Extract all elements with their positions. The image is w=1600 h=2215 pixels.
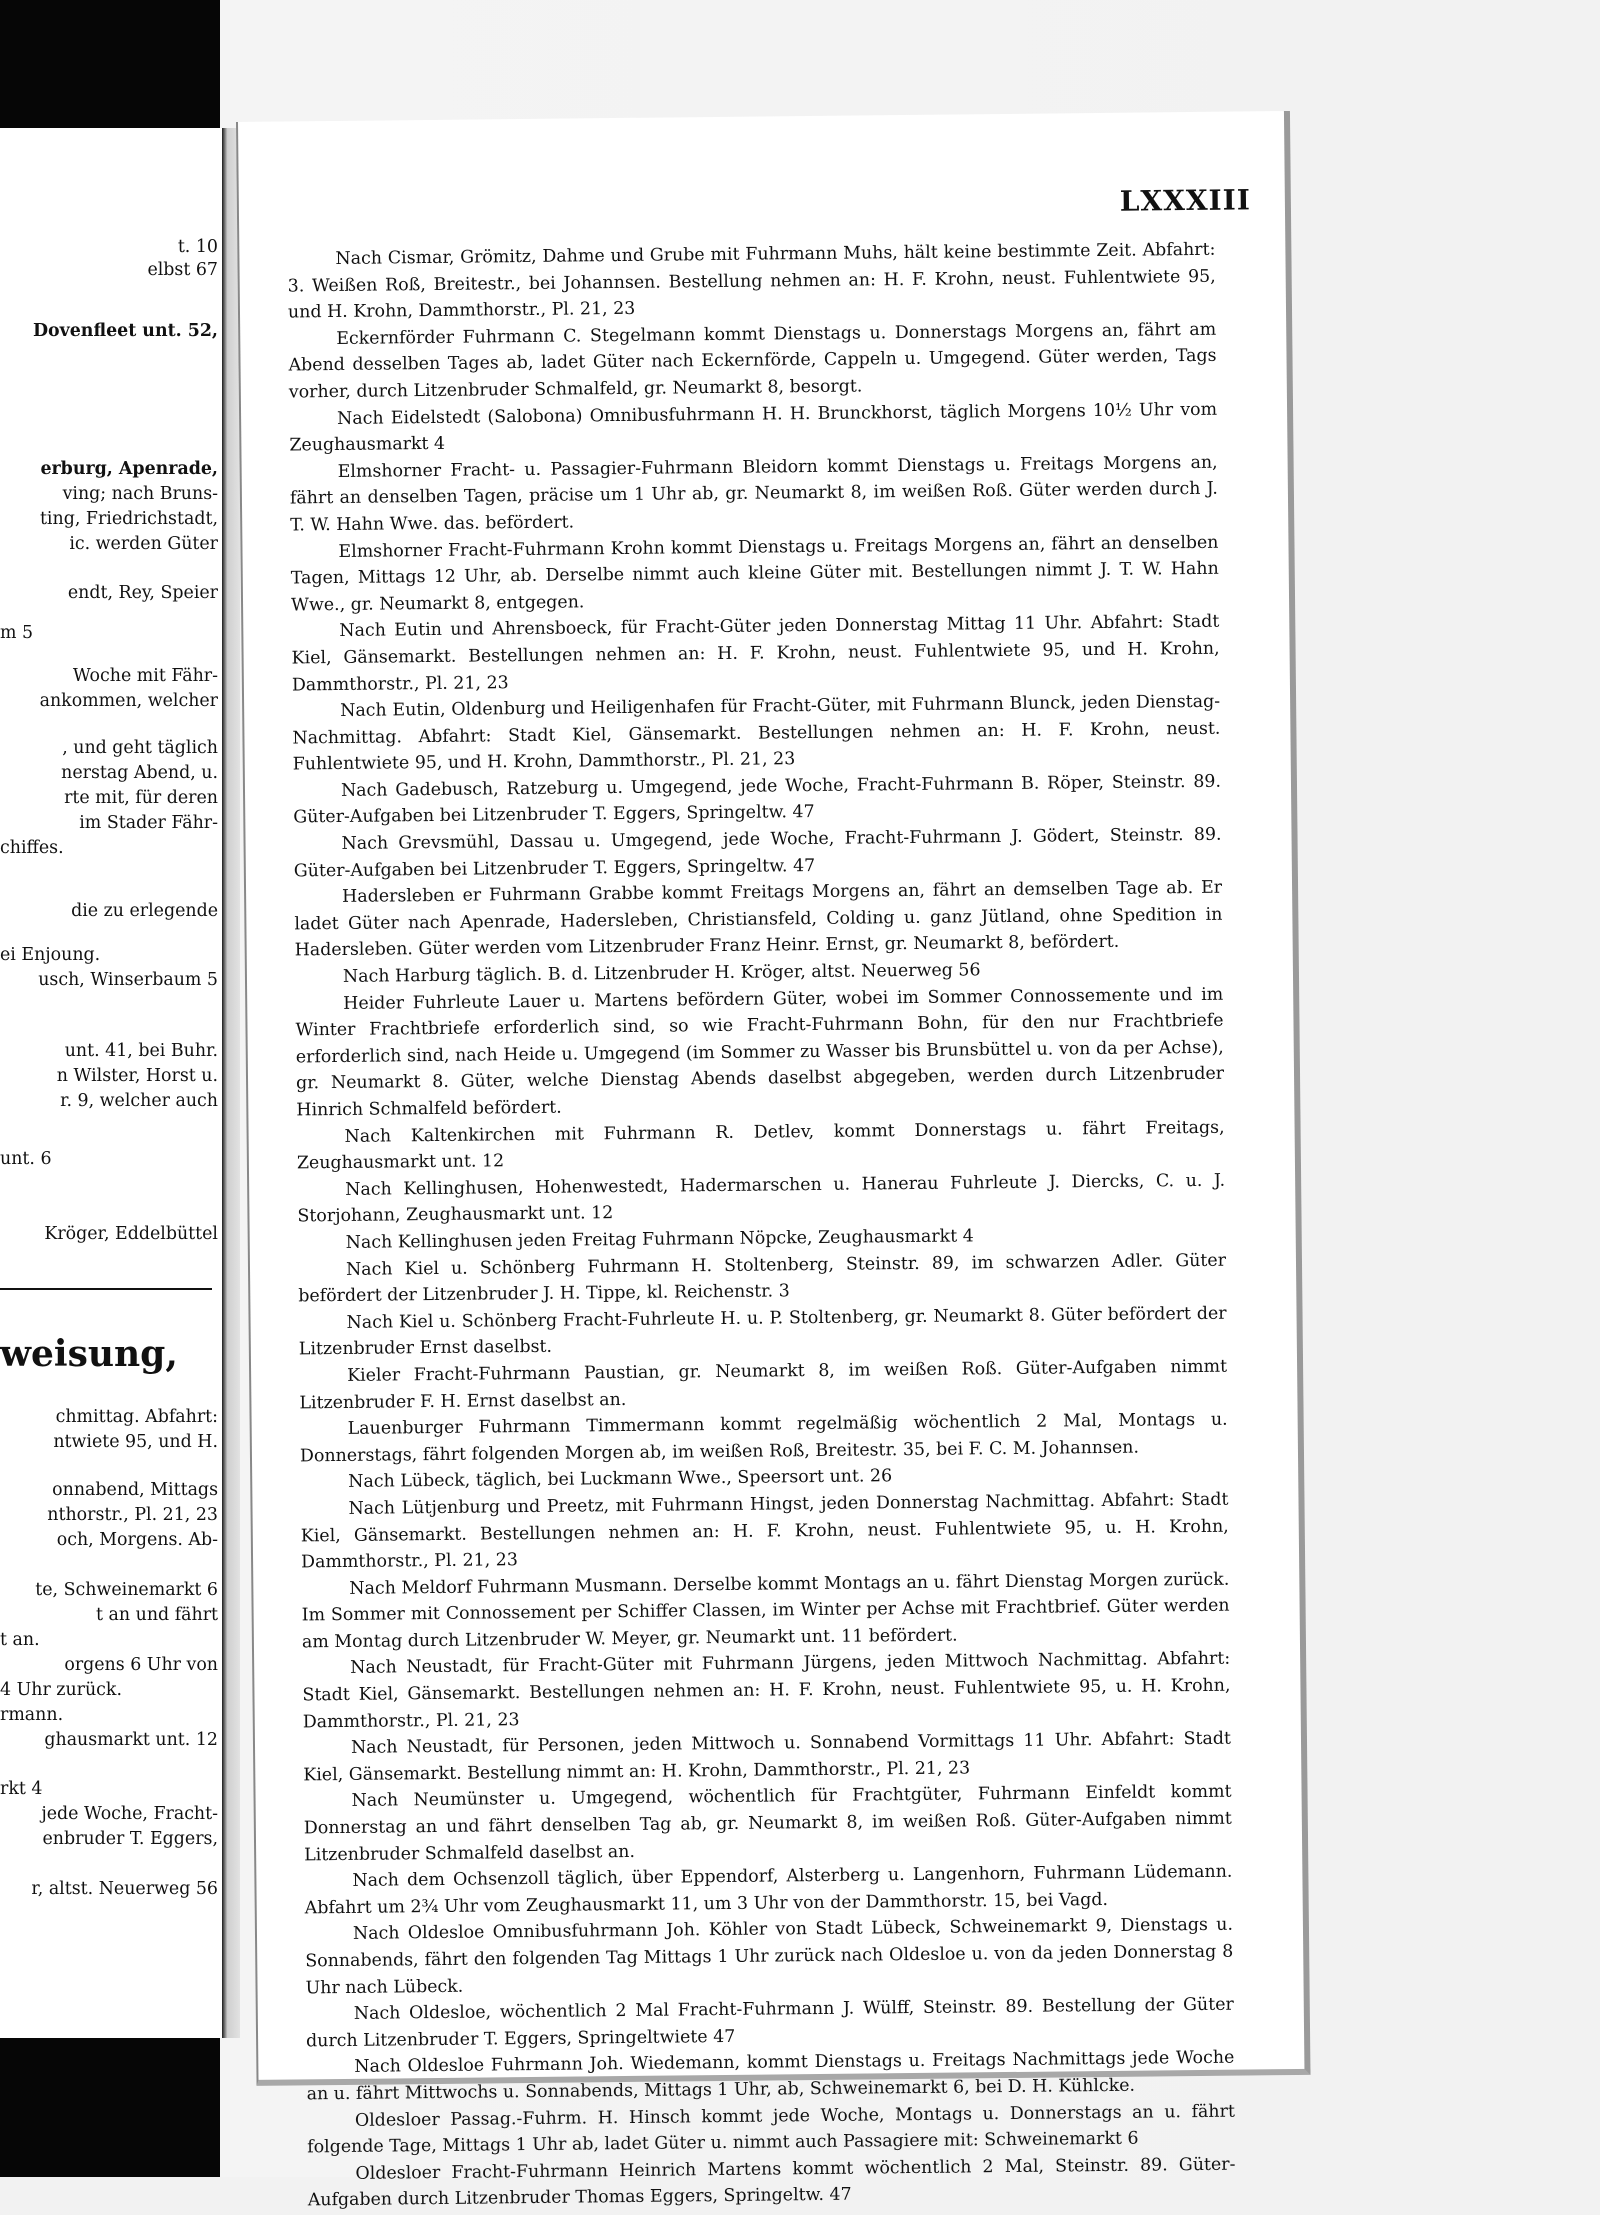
left-line: nerstag Abend, u. <box>61 763 218 783</box>
directory-entry: Nach Eidelstedt (Salobona) Omnibusfuhrmann H. H. Brunckhorst, täglich Morgens 10½ Uhr vom Zeughausmarkt 4 <box>289 399 1218 456</box>
directory-entry: Nach Lütjenburg und Preetz, mit Fuhrmann Hingst, jeden Donnerstag Nachmittag. Abfahrt: Stadt Kiel, Gänsemarkt. Bestellungen nehmen an: H. F. Krohn, neust. Fuhlentwiete 95, u. H. Krohn, Dammthorstr., Pl. 21, 23 <box>300 1489 1229 1573</box>
left-line: rte mit, für deren <box>64 788 218 808</box>
right-page <box>236 111 1311 2211</box>
directory-entry: Oldesloer Fracht-Fuhrmann Heinrich Martens kommt wöchentlich 2 Mal, Steinstr. 89. Güter-Aufgaben durch Litzenbruder Thomas Eggers, Springeltw. 47 <box>307 2154 1236 2211</box>
left-line: rmann. <box>0 1705 64 1725</box>
left-line: 4 Uhr zurück. <box>0 1680 122 1700</box>
directory-entry: Nach Harburg täglich. B. d. Litzenbruder H. Kröger, altst. Neuerweg 56 <box>342 960 981 987</box>
directory-entry: Nach Eutin, Oldenburg und Heiligenhafen für Fracht-Güter, mit Fuhrmann Blunck, jeden Dienstag-Nachmittag. Abfahrt: Stadt Kiel, Gänsemarkt. Bestellungen nehmen an: H. F. Krohn, neust. Fuhlentwiete 95, und H. Krohn, Dammthorstr., Pl. 21, 23 <box>292 691 1221 775</box>
directory-entry: Nach Eutin und Ahrensboeck, für Fracht-Güter jeden Donnerstag Mittag 11 Uhr. Abfahrt: Stadt Kiel, Gänsemarkt. Bestellungen nehmen an: H. F. Krohn, neust. Fuhlentwiete 95, und H. Krohn, Dammthorstr., Pl. 21, 23 <box>291 612 1220 695</box>
directory-entry: Nach Grevsmühl, Dassau u. Umgegend, jede Woche, Fracht-Fuhrmann J. Gödert, Steinstr. 89. Güter-Aufgaben bei Litzenbruder T. Eggers, Springeltw. 47 <box>293 824 1222 882</box>
left-line: ving; nach Bruns- <box>62 484 218 504</box>
left-line: ei Enjoung. <box>0 945 101 965</box>
directory-entry: Nach Lübeck, täglich, bei Luckmann Wwe., Speersort unt. 26 <box>348 1466 893 1493</box>
left-line: unt. 41, bei Buhr. <box>64 1041 218 1061</box>
left-line: m 5 <box>0 623 34 643</box>
left-line: t an. <box>0 1630 40 1650</box>
left-line: n Wilster, Horst u. <box>56 1066 218 1086</box>
directory-entry: Nach Kaltenkirchen mit Fuhrmann R. Detlev, kommt Donnerstags u. fährt Freitags, Zeughausmarkt unt. 12 <box>296 1117 1225 1174</box>
left-divider-rule <box>0 1288 212 1290</box>
directory-entry: Elmshorner Fracht- u. Passagier-Fuhrmann Bleidorn kommt Dienstags u. Freitags Morgens an, fährt an denselben Tagen, präcise um 1 Uhr ab, gr. Neumarkt 8, im weißen Roß. Güter werden durch J. T. W. Hahn Wwe. das. befördert. <box>289 452 1219 536</box>
page-number: LXXXIII <box>1119 183 1252 218</box>
left-line: t an und fährt <box>96 1605 218 1625</box>
left-line: ic. werden Güter <box>69 534 218 554</box>
directory-entry: Heider Fuhrleute Lauer u. Martens befördern Güter, wobei im Sommer Connossemente und im Winter Frachtbriefe erforderlich sind, so wie Fracht-Fuhrmann Bohn, für den nur Frachtbriefe erforderlich sind, nach Heide u. Umgegend (im Sommer zu Wasser bis Brunsbüttel u. von da per Achse), gr. Neumarkt 8. Güter, welche Dienstag Abends daselbst abgegeben, werden durch Litzenbruder Hinrich Schmalfeld befördert. <box>295 984 1225 1121</box>
directory-entry: Oldesloer Passag.-Fuhrm. H. Hinsch kommt jede Woche, Montags u. Donnerstags an u. fährt folgende Tage, Mittags 1 Uhr ab, ladet Güter u. nimmt auch Passagiere mit: Schweinemarkt 6 <box>307 2101 1235 2158</box>
directory-entry: Nach Neustadt, für Fracht-Güter mit Fuhrmann Jürgens, jeden Mittwoch Nachmittag. Abfahrt: Stadt Kiel, Gänsemarkt. Bestellungen nehmen an: H. F. Krohn, neust. Fuhlentwiete 95, u. H. Krohn, Dammthorstr., Pl. 21, 23 <box>302 1649 1231 1733</box>
left-line: rkt 4 <box>0 1779 43 1799</box>
left-line: ankommen, welcher <box>39 691 218 711</box>
directory-entry: Eckernförder Fuhrmann C. Stegelmann kommt Dienstags u. Donnerstags Morgens an, fährt am Abend desselben Tages ab, ladet Güter nach Eckernförde, Cappeln u. Umgegend. Güter werden, Tags vorher, durch Litzenbruder Schmalfeld, gr. Neumarkt 8, besorgt. <box>288 319 1217 403</box>
directory-entry: Hadersleben er Fuhrmann Grabbe kommt Freitags Morgens an, fährt an demselben Tage ab. Er ladet Güter nach Apenrade, Hadersleben, Christiansfeld, Colding u. ganz Jütland, ohne Spedition in Hadersleben. Güter werden vom Litzenbruder Franz Heinr. Ernst, gr. Neumarkt 8, befördert. <box>294 877 1223 961</box>
left-line: orgens 6 Uhr von <box>64 1655 218 1675</box>
directory-entry: Nach Neustadt, für Personen, jeden Mittwoch u. Sonnabend Vormittags 11 Uhr. Abfahrt: Stadt Kiel, Gänsemarkt. Bestellung nimmt an: H. Krohn, Dammthorstr., Pl. 21, 23 <box>303 1728 1232 1786</box>
page-gutter <box>222 128 240 2038</box>
left-line: ting, Friedrichstadt, <box>39 509 218 529</box>
directory-entry: Nach Meldorf Fuhrmann Musmann. Derselbe kommt Montags an u. fährt Dienstag Morgen zurück. Im Sommer mit Connossement per Schiffer Classen, im Winter per Achse mit Frachtbrief. Güter werden am Montag durch Litzenbruder W. Meyer, gr. Neumarkt unt. 11 befördert. <box>301 1569 1230 1653</box>
left-section-heading: weisung, <box>0 1333 178 1375</box>
left-line: ntwiete 95, und H. <box>53 1432 218 1452</box>
left-line: chiffes. <box>0 838 64 858</box>
left-line: Dovenfleet unt. 52, <box>32 321 218 341</box>
left-line: die zu erlegende <box>71 901 218 921</box>
left-page-fragment <box>0 128 222 2038</box>
left-line: im Stader Fähr- <box>79 813 218 833</box>
directory-entry: Nach Oldesloe, wöchentlich 2 Mal Fracht-Fuhrmann J. Wülff, Steinstr. 89. Bestellung der Güter durch Litzenbruder T. Eggers, Springeltwiete 47 <box>305 1994 1234 2052</box>
directory-entry: Nach Oldesloe Fuhrmann Joh. Wiedemann, kommt Dienstags u. Freitags Nachmittags jede Woche an u. fährt Mittwochs u. Sonnabends, Mittags 1 Uhr, ab, Schweinemarkt 6, bei D. H. Kühlcke. <box>306 2048 1235 2105</box>
left-line: chmittag. Abfahrt: <box>55 1407 218 1427</box>
left-line: erburg, Apenrade, <box>40 459 218 479</box>
left-line: Kröger, Eddelbüttel <box>44 1224 218 1244</box>
left-line: unt. 6 <box>0 1149 52 1169</box>
left-line: , und geht täglich <box>62 738 218 758</box>
left-line: usch, Winserbaum 5 <box>38 970 218 990</box>
directory-entry: Lauenburger Fuhrmann Timmermann kommt regelmäßig wöchentlich 2 Mal, Montags u. Donnerstags, fährt folgenden Morgen ab, im weißen Roß, Breitestr. 35, bei F. C. M. Johannsen. <box>299 1409 1228 1467</box>
left-line: enbruder T. Eggers, <box>42 1829 218 1849</box>
left-line: endt, Rey, Speier <box>67 583 218 603</box>
directory-entry: Nach Cismar, Grömitz, Dahme und Grube mit Fuhrmann Muhs, hält keine bestimmte Zeit. Abfahrt: 3. Weißen Roß, Breitestr., bei Johannsen. Bestellung nehmen an: H. F. Krohn, neust. Fuhlentwiete 95, und H. Krohn, Dammthorstr., Pl. 21, 23 <box>287 239 1216 323</box>
directory-entry: Kieler Fracht-Fuhrmann Paustian, gr. Neumarkt 8, im weißen Roß. Güter-Aufgaben nimmt Litzenbruder F. H. Ernst daselbst an. <box>299 1356 1228 1413</box>
directory-entry: Nach Neumünster u. Umgegend, wöchentlich für Frachtgüter, Fuhrmann Einfeldt kommt Donnerstag an und fährt denselben Tag ab, gr. Neumarkt 8, im weißen Roß. Güter-Aufgaben nimmt Litzenbruder Schmalfeld daselbst an. <box>303 1782 1232 1866</box>
directory-entry: Elmshorner Fracht-Fuhrmann Krohn kommt Dienstags u. Freitags Morgens an, fährt an denselben Tagen, Mittags 12 Uhr, ab. Derselbe nimmt auch kleine Güter mit. Bestellungen nimmt J. T. W. Hahn Wwe., gr. Neumarkt 8, entgegen. <box>290 532 1219 616</box>
directory-entry: Nach Oldesloe Omnibusfuhrmann Joh. Köhler von Stadt Lübeck, Schweinemarkt 9, Dienstags u. Sonnabends, fährt den folgenden Tag Mittags 1 Uhr zurück nach Oldesloe u. von da jeden Donnerstag 8 Uhr nach Lübeck. <box>305 1915 1234 1998</box>
left-line: r. 9, welcher auch <box>60 1091 218 1111</box>
directory-entry: Nach Gadebusch, Ratzeburg u. Umgegend, jede Woche, Fracht-Fuhrmann B. Röper, Steinstr. 89. Güter-Aufgaben bei Litzenbruder T. Eggers, Springeltw. 47 <box>293 771 1222 828</box>
left-line: elbst 67 <box>147 260 218 280</box>
directory-entry: Nach Kellinghusen jeden Freitag Fuhrmann Nöpcke, Zeughausmarkt 4 <box>345 1226 974 1253</box>
directory-entry: Nach Kiel u. Schönberg Fuhrmann H. Stoltenberg, Steinstr. 89, im schwarzen Adler. Güter befördert der Litzenbruder J. H. Tippe, kl. Reichenstr. 3 <box>298 1250 1227 1307</box>
carrier-directory-listing <box>287 237 1236 2215</box>
directory-entry: Nach Kellinghusen, Hohenwestedt, Hadermarschen u. Hanerau Fuhrleute J. Diercks, C. u. J. Storjohann, Zeughausmarkt unt. 12 <box>297 1170 1226 1227</box>
directory-entry: Nach Kiel u. Schönberg Fracht-Fuhrleute H. u. P. Stoltenberg, gr. Neumarkt 8. Güter befördert der Litzenbruder Ernst daselbst. <box>298 1303 1227 1360</box>
left-line: nthorstr., Pl. 21, 23 <box>47 1505 218 1525</box>
left-line: och, Morgens. Ab- <box>56 1530 218 1550</box>
directory-entry: Nach dem Ochsenzoll täglich, über Eppendorf, Alsterberg u. Langenhorn, Fuhrmann Lüdemann. Abfahrt um 2¾ Uhr vom Zeughausmarkt 11, um 3 Uhr von der Dammthorstr. 15, bei Vagd. <box>304 1861 1233 1919</box>
left-line: onnabend, Mittags <box>52 1480 218 1500</box>
left-line: jede Woche, Fracht- <box>41 1804 218 1824</box>
left-line: te, Schweinemarkt 6 <box>35 1580 218 1600</box>
left-line: r, altst. Neuerweg 56 <box>31 1879 218 1899</box>
left-line: t. 10 <box>177 237 218 257</box>
left-line: ghausmarkt unt. 12 <box>44 1730 218 1750</box>
left-line: Woche mit Fähr- <box>72 666 218 686</box>
